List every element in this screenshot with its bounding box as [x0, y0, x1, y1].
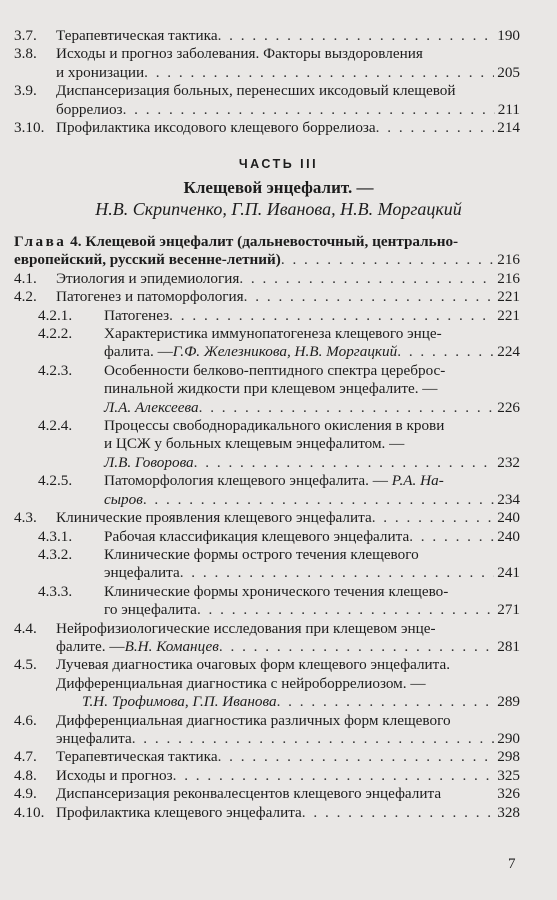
- leader-dots: [199, 399, 495, 417]
- toc-entry-page: 328: [497, 803, 520, 821]
- toc-entry-page: 205: [497, 63, 520, 81]
- toc-entry-number: 4.1.: [14, 269, 37, 287]
- toc-entry-page: 240: [497, 527, 520, 545]
- toc-entry-last-line: [56, 288, 520, 306]
- toc-entry-page: 221: [497, 288, 520, 306]
- toc-entry-line: Дифференциальная диагностика с нейроборрелиозом. —: [56, 674, 426, 692]
- toc-entry-page: 281: [497, 637, 520, 655]
- toc-entry-last-line: [56, 785, 520, 803]
- part-title: Клещевой энцефалит. —: [183, 178, 374, 197]
- toc-entry-body: [56, 712, 520, 749]
- leader-dots: [244, 288, 495, 306]
- part-authors: Н.В. Скрипченко, Г.П. Иванова, Н.В. Моргацкий: [95, 199, 462, 219]
- toc-entry-number: 4.5.: [14, 656, 37, 674]
- toc-entry-last-line: [56, 730, 520, 748]
- toc-entry-number: 4.2.3.: [38, 361, 73, 379]
- toc-entry-last-line: [56, 804, 520, 822]
- toc-entry: [14, 583, 520, 620]
- toc-entry-number: 4.6.: [14, 711, 37, 729]
- toc-entry-last-line: [104, 601, 520, 619]
- toc-entry-number: 4.10.: [14, 803, 45, 821]
- toc-entry-last-line: [104, 454, 520, 472]
- chapter-title-line-1: 4. Клещевой энцефалит (дальневосточный, центрально-: [70, 233, 459, 250]
- toc-entry: [14, 270, 520, 288]
- toc-entry-author: В.Н. Команцев: [124, 637, 219, 655]
- toc-entry-title: Терапевтическая тактика: [56, 748, 218, 766]
- toc-entry: [14, 509, 520, 527]
- toc-entry-body: [56, 288, 520, 306]
- toc-entry-title: Исходы и прогноз: [56, 766, 173, 784]
- toc-entry-body: [104, 528, 520, 546]
- toc-entry-body: [56, 119, 520, 137]
- toc-entry-body: [56, 748, 520, 766]
- toc-entry: [14, 325, 520, 362]
- toc-entry-title: Терапевтическая тактика: [56, 27, 218, 44]
- part-label: ЧАСТЬ III: [238, 157, 319, 171]
- toc-entry-page: 234: [497, 490, 520, 508]
- toc-entry-line: Диспансеризация больных, перенесших иксодовый клещевой: [56, 82, 456, 100]
- toc-entry-title: Профилактика клещевого энцефалита: [56, 803, 302, 821]
- toc-entry-body: [104, 583, 520, 620]
- toc-entry-title: Рабочая классификация клещевого энцефалита: [104, 527, 410, 545]
- toc-entry-body: [56, 656, 520, 711]
- leader-dots: [132, 730, 495, 748]
- toc-entry-line: и ЦСЖ у больных клещевым энцефалитом. —: [104, 435, 405, 453]
- toc-entry: [14, 288, 520, 306]
- toc-entry-body: [104, 325, 520, 362]
- toc-entry-body: [104, 307, 520, 325]
- toc-entry-number: 4.2.4.: [38, 417, 73, 435]
- page-number: 7: [508, 856, 516, 872]
- toc-entry-body: [56, 509, 520, 527]
- toc-entry-last-line: [104, 399, 520, 417]
- toc-entry-last-line: [56, 693, 520, 711]
- toc-entry-title: Патогенез: [104, 306, 170, 324]
- toc-entry-page: 298: [497, 748, 520, 766]
- toc-entry-title: Диспансеризация реконвалесцентов клещевого энцефалита: [56, 785, 442, 803]
- toc-entry: [14, 712, 520, 749]
- toc-entry-text: фалите. —: [56, 637, 125, 655]
- leader-dots: [173, 767, 495, 785]
- leader-dots: [372, 509, 495, 527]
- toc-entry-page: 221: [497, 306, 520, 324]
- toc-entry-number: 4.2.2.: [38, 325, 73, 343]
- toc-entry-number: 4.4.: [14, 619, 37, 637]
- toc-entry-page: 214: [497, 119, 520, 137]
- leader-dots: [218, 748, 495, 766]
- chapter-prefix: Глава: [14, 233, 67, 250]
- toc-entry-title: го энцефалита: [104, 601, 197, 619]
- toc-entry-last-line: [56, 638, 520, 656]
- toc-entry-number: 3.8.: [14, 45, 37, 63]
- toc-entry-page: 226: [497, 398, 520, 416]
- toc-entry-author: Т.Н. Трофимова, Г.П. Иванова: [82, 693, 277, 711]
- leader-dots: [239, 270, 494, 288]
- toc-entry-text: фалита. —: [104, 343, 173, 361]
- toc-entry-page: 240: [497, 509, 520, 527]
- toc-entry-last-line: [104, 564, 520, 582]
- leader-dots: [197, 601, 494, 619]
- leader-dots: [194, 454, 495, 472]
- leader-dots: [281, 251, 494, 269]
- toc-entry: [14, 45, 520, 82]
- toc-entry-number: 3.7.: [14, 27, 37, 44]
- toc-entry-last-line: [104, 528, 520, 546]
- leader-dots: [218, 27, 495, 45]
- toc-entry-text: Патоморфология клещевого энцефалита. —: [104, 472, 392, 490]
- toc-entry-number: 4.3.1.: [38, 527, 73, 545]
- toc-entry-number: 4.2.: [14, 288, 37, 306]
- toc-entry-last-line: [56, 270, 520, 288]
- toc-entry-page: 325: [497, 766, 520, 784]
- toc-entry: [14, 119, 520, 137]
- toc-entry-line: Исходы и прогноз заболевания. Факторы выздоровления: [56, 45, 423, 63]
- toc-entry-number: 4.2.5.: [38, 472, 73, 490]
- toc-entry-page: 190: [497, 27, 520, 44]
- toc-entry-line: Нейрофизиологические исследования при клещевом энце-: [56, 619, 436, 637]
- toc-entry-line: Процессы свободнорадикального окисления в крови: [104, 417, 445, 435]
- toc-entry-body: [56, 27, 520, 45]
- toc-entry-author: Р.А. На-: [391, 472, 444, 490]
- toc-entry-line: Лучевая диагностика очаговых форм клещевого энцефалита.: [56, 656, 451, 674]
- toc-entry-last-line: [104, 491, 520, 509]
- toc-entry-author: Л.А. Алексеева: [104, 398, 199, 416]
- toc-entry: [14, 546, 520, 583]
- toc-entry-title: энцефалита: [56, 729, 132, 747]
- toc-entry: [14, 748, 520, 766]
- toc-entry-number: 4.2.1.: [38, 306, 73, 324]
- toc-entry: [14, 472, 520, 509]
- toc-entry-line: Клинические формы острого течения клещевого: [104, 545, 419, 563]
- toc-entry: [14, 417, 520, 472]
- toc-entry-title: боррелиоз: [56, 100, 123, 118]
- leader-dots: [123, 101, 495, 119]
- toc-entry-number: 4.3.2.: [38, 545, 73, 563]
- toc-entry-body: [56, 82, 520, 119]
- toc-entry-page: 326: [497, 785, 520, 803]
- toc-entry-body: [104, 546, 520, 583]
- chapter-page: 216: [497, 251, 520, 269]
- toc-entry-title: Этиология и эпидемиология: [56, 269, 240, 287]
- toc-entry-title: Патогенез и патоморфология: [56, 288, 244, 306]
- toc-entry-last-line: [56, 119, 520, 137]
- toc-entry-last-line: [104, 307, 520, 325]
- toc-entry: [14, 528, 520, 546]
- toc-entry: [14, 620, 520, 657]
- toc-entry-number: 4.3.3.: [38, 582, 73, 600]
- toc-entry: [14, 27, 520, 45]
- toc-part-three: [14, 233, 520, 822]
- toc-entry-last-line: [56, 748, 520, 766]
- leader-dots: [143, 491, 494, 509]
- leader-dots: [376, 119, 495, 137]
- toc-entry-line: Особенности белково-пептидного спектра цереброс-: [104, 361, 446, 379]
- leader-dots: [397, 343, 494, 361]
- toc-part-two-tail: [14, 27, 520, 137]
- toc-entry-body: [56, 785, 520, 803]
- toc-entry-title: энцефалита: [104, 564, 180, 582]
- toc-entry-last-line: [56, 27, 520, 45]
- toc-entry: [14, 307, 520, 325]
- toc-entry-page: 271: [497, 601, 520, 619]
- leader-dots: [169, 307, 494, 325]
- leader-dots: [409, 528, 494, 546]
- toc-entry-body: [56, 45, 520, 82]
- toc-entry-last-line: [56, 101, 520, 119]
- chapter-title-line-2: европейский, русский весенне-летний): [14, 251, 281, 269]
- leader-dots: [180, 564, 495, 582]
- toc-entry-body: [56, 767, 520, 785]
- toc-entry: [14, 804, 520, 822]
- toc-entry-body: [56, 804, 520, 822]
- toc-entry-page: 224: [497, 343, 520, 361]
- toc-entry-author: Л.В. Говорова: [104, 453, 194, 471]
- leader-dots: [277, 693, 495, 711]
- toc-entry-title: и хронизации: [56, 63, 145, 81]
- leader-dots: [219, 638, 494, 656]
- toc-entry-page: 216: [497, 269, 520, 287]
- leader-dots: [144, 64, 494, 82]
- leader-dots: [302, 804, 494, 822]
- toc-entry-page: 290: [497, 729, 520, 747]
- toc-entry-page: 241: [497, 564, 520, 582]
- toc-entry-number: 4.8.: [14, 766, 37, 784]
- toc-entry-line: [104, 472, 520, 490]
- toc-entry-number: 3.9.: [14, 82, 37, 100]
- toc-entry: [14, 656, 520, 711]
- toc-entry-title: Клинические проявления клещевого энцефалита: [56, 509, 372, 527]
- toc-entry-line: Характеристика иммунопатогенеза клещевого энце-: [104, 325, 442, 343]
- toc-entry: [14, 362, 520, 417]
- toc-entry-number: 4.7.: [14, 748, 37, 766]
- toc-entry-page: 289: [497, 693, 520, 711]
- toc-entry-last-line: [56, 509, 520, 527]
- toc-entry-title: Профилактика иксодового клещевого боррелиоза: [56, 119, 376, 137]
- toc-entry-line: пинальной жидкости при клещевом энцефалите. —: [104, 380, 438, 398]
- toc-entry: [14, 785, 520, 803]
- toc-entry-number: 3.10.: [14, 119, 45, 137]
- toc-entry-last-line: [56, 64, 520, 82]
- toc-entry: [14, 767, 520, 785]
- toc-entry-last-line: [104, 343, 520, 361]
- toc-entry-author: сыров: [104, 490, 143, 508]
- toc-entry-number: 4.3.: [14, 509, 37, 527]
- toc-entry-line: Дифференциальная диагностика различных форм клещевого: [56, 711, 451, 729]
- toc-entry-author: Г.Ф. Железникова, Н.В. Моргацкий: [172, 343, 398, 361]
- toc-entry-line: Клинические формы хронического течения клещево-: [104, 582, 449, 600]
- chapter-heading: [14, 233, 520, 270]
- toc-entry-body: [104, 362, 520, 417]
- toc-entry-last-line: [56, 767, 520, 785]
- toc-entry-number: 4.9.: [14, 785, 37, 803]
- toc-entry: [14, 82, 520, 119]
- toc-entry-body: [56, 620, 520, 657]
- toc-entry-page: 211: [497, 100, 520, 118]
- toc-entry-body: [104, 472, 520, 509]
- toc-entry-body: [56, 270, 520, 288]
- toc-entry-page: 232: [497, 453, 520, 471]
- toc-entry-body: [104, 417, 520, 472]
